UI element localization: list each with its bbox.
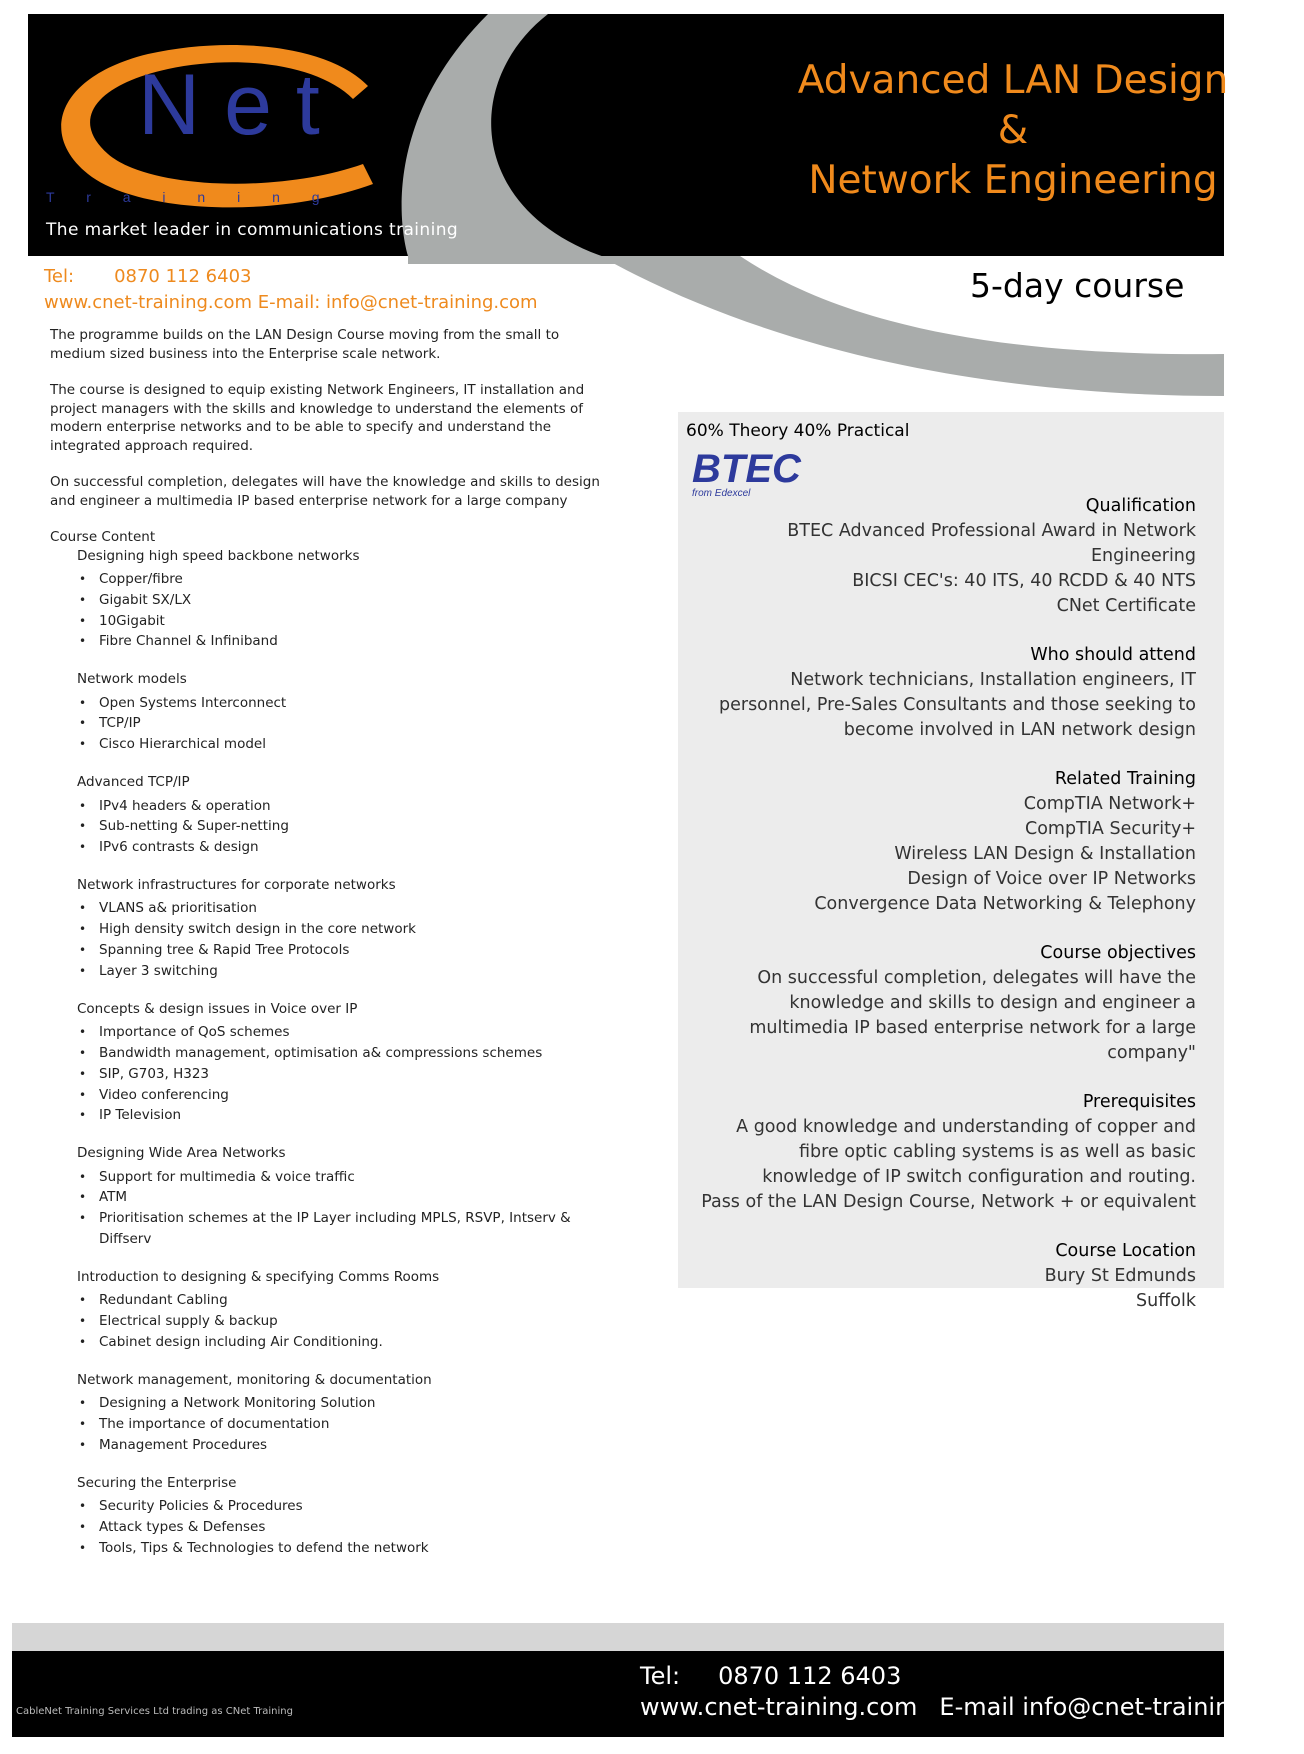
info-line: Pass of the LAN Design Course, Network + or equivalent (701, 1192, 1196, 1212)
footer-tel-label: Tel: (640, 1662, 681, 1690)
info-line: Network technicians, Installation engineers, IT personnel, Pre-Sales Consultants and those seeking to become involved in LAN network design (719, 670, 1196, 740)
info-heading-who-should-attend: Who should attend (1030, 645, 1196, 665)
info-line: Convergence Data Networking & Telephony (814, 894, 1196, 914)
info-heading-related-training: Related Training (1054, 769, 1196, 789)
info-body (700, 519, 1196, 619)
list-item: • Prioritisation schemes at the IP Layer including MPLS, RSVP, Intserv & Diffserv (77, 1208, 610, 1250)
list-item: • Support for multimedia & voice traffic (77, 1167, 610, 1188)
contact-phone (44, 266, 252, 287)
section-list (77, 693, 610, 755)
list-item: • Cabinet design including Air Conditioning. (77, 1332, 610, 1353)
section-title: Advanced TCP/IP (77, 774, 190, 791)
info-body (700, 668, 1196, 743)
info-line: Design of Voice over IP Networks (907, 869, 1196, 889)
tel-number[interactable]: 0870 112 6403 (114, 266, 252, 287)
tagline: The market leader in communications training (46, 220, 459, 240)
list-item: • Designing a Network Monitoring Solution (77, 1393, 610, 1414)
logo-net-text: Net (138, 57, 344, 153)
section-title: Designing Wide Area Networks (77, 1145, 286, 1162)
info-body (700, 1115, 1196, 1215)
list-item: • ATM (77, 1187, 610, 1208)
list-item: • Management Procedures (77, 1435, 610, 1456)
section-list (77, 1290, 610, 1352)
info-heading-qualification: Qualification (1085, 496, 1196, 516)
course-duration: 5-day course (970, 266, 1185, 305)
info-body (700, 792, 1196, 917)
svg-text:from Edexcel: from Edexcel (692, 488, 751, 499)
intro-paragraph: The course is designed to equip existing Network Engineers, IT installation and project managers with the skills and knowledge to understand the elements of modern enterprise networks and to be able to specify and understand the integrated approach required. (50, 382, 585, 454)
logo-training-text: T r a i n i n g (46, 189, 334, 205)
svg-text:BTEC: BTEC (692, 447, 801, 491)
list-item: • Electrical supply & backup (77, 1311, 610, 1332)
section-list (77, 1167, 610, 1250)
course-content-heading: Course Content (50, 529, 156, 545)
info-line: Bury St Edmunds (1044, 1266, 1196, 1286)
list-item: • Copper/fibre (77, 569, 610, 590)
theory-practical-ratio: 60% Theory 40% Practical (686, 421, 910, 441)
info-line: A good knowledge and understanding of copper and fibre optic cabling systems is as well as basic knowledge of IP switch configuration and routing. (736, 1117, 1196, 1187)
course-info-details (700, 494, 1196, 1338)
list-item: • Gigabit SX/LX (77, 590, 610, 611)
section-title: Securing the Enterprise (77, 1474, 237, 1491)
footer-phone (640, 1662, 901, 1690)
section-list (77, 796, 610, 858)
intro-paragraph: The programme builds on the LAN Design Course moving from the small to medium sized business into the Enterprise scale network. (50, 327, 560, 362)
list-item: • Spanning tree & Rapid Tree Protocols (77, 940, 610, 961)
info-heading-course-location: Course Location (1055, 1241, 1196, 1261)
section-title: Introduction to designing & specifying Comms Rooms (77, 1268, 440, 1285)
list-item: • IPv6 contrasts & design (77, 837, 610, 858)
list-item: • Video conferencing (77, 1085, 610, 1106)
footer-email-link[interactable]: E-mail info@cnet-training.com (939, 1693, 1304, 1721)
list-item: • VLANS a& prioritisation (77, 898, 610, 919)
course-description (50, 326, 610, 1577)
section-list (77, 1393, 610, 1455)
section-list (77, 1496, 610, 1558)
list-item: • High density switch design in the core network (77, 919, 610, 940)
list-item: • Open Systems Interconnect (77, 693, 610, 714)
section-title: Network infrastructures for corporate networks (77, 876, 396, 893)
info-line: BICSI CEC's: 40 ITS, 40 RCDD & 40 NTS (852, 571, 1196, 591)
list-item: • Layer 3 switching (77, 961, 610, 982)
section-title: Network management, monitoring & documentation (77, 1371, 432, 1388)
list-item: • Tools, Tips & Technologies to defend the network (77, 1538, 610, 1559)
list-item: • Attack types & Defenses (77, 1517, 610, 1538)
list-item: • TCP/IP (77, 713, 610, 734)
footer-tel-number[interactable]: 0870 112 6403 (718, 1662, 902, 1690)
footer-web-email (640, 1693, 1304, 1721)
course-title-line2: Network Engineering (808, 158, 1218, 203)
footer-legal-text: CableNet Training Services Ltd trading as CNet Training (16, 1706, 293, 1717)
list-item: • IP Television (77, 1105, 610, 1126)
list-item: • IPv4 headers & operation (77, 796, 610, 817)
footer-website-link[interactable]: www.cnet-training.com (640, 1693, 918, 1721)
list-item: • Bandwidth management, optimisation a& compressions schemes (77, 1043, 610, 1064)
info-line: CompTIA Security+ (1025, 819, 1196, 839)
info-heading-prerequisites: Prerequisites (1082, 1092, 1196, 1112)
section-title: Network models (77, 671, 187, 688)
section-title: Concepts & design issues in Voice over IP (77, 1000, 358, 1017)
info-line: Wireless LAN Design & Installation (894, 844, 1196, 864)
footer-grey-band (12, 1623, 1224, 1653)
list-item: • Security Policies & Procedures (77, 1496, 610, 1517)
list-item: • Redundant Cabling (77, 1290, 610, 1311)
course-title-line1: Advanced LAN Design (797, 58, 1229, 103)
list-item: • SIP, G703, H323 (77, 1064, 610, 1085)
tel-label: Tel: (44, 266, 75, 287)
list-item: • Sub-netting & Super-netting (77, 816, 610, 837)
info-body (700, 966, 1196, 1066)
intro-paragraph: On successful completion, delegates will have the knowledge and skills to design and engineer a multimedia IP based enterprise network for a large company (50, 474, 600, 509)
section-list (77, 1022, 610, 1126)
info-body (700, 1264, 1196, 1314)
info-line: CNet Certificate (1056, 596, 1196, 616)
list-item: • The importance of documentation (77, 1414, 610, 1435)
info-line: On successful completion, delegates will have the knowledge and skills to design and engineer a multimedia IP based enterprise network for a large company" (749, 968, 1196, 1063)
course-title-ampersand: & (997, 108, 1029, 153)
section-title: Designing high speed backbone networks (77, 547, 360, 564)
info-line: CompTIA Network+ (1023, 794, 1196, 814)
info-line: Suffolk (1136, 1291, 1196, 1311)
list-item: • Cisco Hierarchical model (77, 734, 610, 755)
info-line: BTEC Advanced Professional Award in Network Engineering (787, 521, 1196, 566)
list-item: • 10Gigabit (77, 611, 610, 632)
list-item: • Fibre Channel & Infiniband (77, 631, 610, 652)
list-item: • Importance of QoS schemes (77, 1022, 610, 1043)
section-list (77, 898, 610, 981)
info-heading-course-objectives: Course objectives (1040, 943, 1196, 963)
contact-web-email[interactable]: www.cnet-training.com E-mail: info@cnet-training.com (44, 292, 538, 313)
section-list (77, 569, 610, 652)
header-banner (28, 14, 1229, 256)
cnet-logo (46, 45, 373, 207)
